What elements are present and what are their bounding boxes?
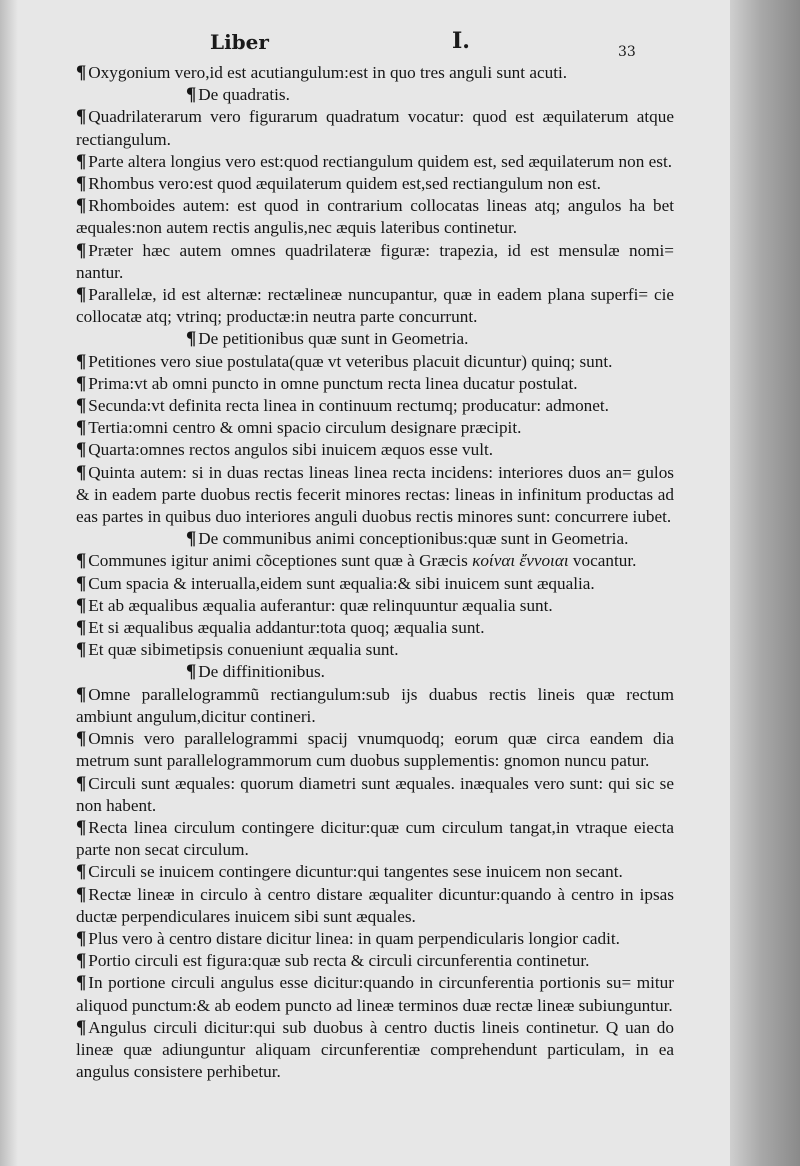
paragraph-text-end: vocantur. [572,551,637,571]
paragraph-text: Circuli sunt æquales: quorum diametri sunt æquales. inæquales vero sunt: qui sic se non habent. [76,773,674,815]
paragraph [76,240,674,284]
paragraph-text: De diffinitionibus. [198,662,325,682]
paragraph [76,972,674,1016]
pilcrow-mark: ¶ [186,528,197,550]
greek-term: κοίναι ἔννοιαι [472,551,569,571]
page-edge-shadow [730,0,800,1166]
paragraph [76,106,674,150]
paragraph [76,173,674,195]
paragraph [76,373,674,395]
page-gutter-shadow [0,0,18,1166]
section-heading [76,661,674,683]
pilcrow-mark: ¶ [186,328,197,350]
pilcrow-mark: ¶ [76,417,87,439]
pilcrow-mark: ¶ [76,195,87,217]
paragraph-text: Parallelæ, id est alternæ: rectælineæ nuncupantur, quæ in eadem plana superfi= cie collocatæ atq; vtrinq; productæ:in neutra parte concurrunt. [76,285,674,327]
paragraph-text: Tertia:omni centro & omni spacio circulum designare præcipit. [88,418,522,438]
pilcrow-mark: ¶ [186,84,197,106]
paragraph [76,439,674,461]
paragraph [76,861,674,883]
paragraph-text: De communibus animi conceptionibus:quæ sunt in Geometria. [198,529,629,549]
paragraph-text: Omne parallelogrammũ rectiangulum:sub ijs duabus rectis lineis quæ rectum ambiunt angulum,dicitur contineri. [76,684,674,726]
paragraph [76,284,674,328]
pilcrow-mark: ¶ [76,150,87,172]
pilcrow-mark: ¶ [76,683,87,705]
pilcrow-mark: ¶ [76,173,87,195]
section-heading [76,528,674,550]
paragraph-text: Recta linea circulum contingere dicitur:quæ cum circulum tangat,in vtraque eiecta parte non secat circulum. [76,817,674,860]
pilcrow-mark: ¶ [76,816,87,838]
pilcrow-mark: ¶ [76,62,87,83]
pilcrow-mark: ¶ [76,883,87,905]
paragraph [76,817,674,861]
pilcrow-mark: ¶ [76,284,87,306]
paragraph-text: Rhomboides autem: est quod in contrarium collocatas lineas atq; angulos ha bet æquales:non autem rectis angulis,nec æquis lateribus continetur. [76,196,674,238]
page-body-text [76,62,674,1083]
paragraph-text: Et si æqualibus æqualia addantur:tota quoq; æqualia sunt. [88,618,485,638]
paragraph-text: Parte altera longius vero est:quod rectiangulum quidem est, sed æquilaterum non est. [88,151,673,171]
pilcrow-mark: ¶ [76,372,87,394]
paragraph-text: Communes igitur animi cõceptiones sunt quæ à Græcis [88,551,468,571]
pilcrow-mark: ¶ [76,861,87,883]
paragraph [76,195,674,239]
paragraph [76,728,674,772]
paragraph [76,639,674,661]
paragraph [76,417,674,439]
pilcrow-mark: ¶ [76,728,87,750]
paragraph-text: Quadrilaterarum vero figurarum quadratum vocatur: quod est æquilaterum atque rectiangulum. [76,107,674,149]
pilcrow-mark: ¶ [76,572,87,594]
header-book-title: Liber [210,30,269,54]
pilcrow-mark: ¶ [76,927,87,949]
pilcrow-mark: ¶ [76,395,87,417]
paragraph-text: Rhombus vero:est quod æquilaterum quidem est,sed rectiangulum non est. [88,174,601,194]
paragraph [76,550,674,572]
paragraph-text: Secunda:vt definita recta linea in continuum rectumq; producatur: admonet. [88,396,609,416]
paragraph-text: Circuli se inuicem contingere dicuntur:qui tangentes sese inuicem non secant. [88,862,623,882]
pilcrow-mark: ¶ [76,594,87,616]
pilcrow-mark: ¶ [76,461,87,483]
paragraph [76,884,674,928]
paragraph-text: Prima:vt ab omni puncto in omne punctum recta linea ducatur postulat. [88,373,578,393]
paragraph [76,950,674,972]
paragraph [76,684,674,728]
paragraph-text: Omnis vero parallelogrammi spacij vnumquodq; eorum quæ circa eandem dia metrum sunt parallelogrammorum cum duobus supplementis: gnomon nuncu patur. [76,729,674,771]
paragraph-text: Quinta autem: si in duas rectas lineas linea recta incidens: interiores duos an= gulos & in eadem parte duobus rectis fecerit minores rectas: lineas in infinitum productas ad eas partes in quibus duo interiores anguli duobus rectis minores sunt: concurrere iubet. [76,462,674,527]
paragraph-text: De petitionibus quæ sunt in Geometria. [198,329,469,349]
paragraph-text: Plus vero à centro distare dicitur linea: in quam perpendicularis longior cadit. [88,928,620,948]
pilcrow-mark: ¶ [76,350,87,372]
paragraph [76,773,674,817]
paragraph-text: Portio circuli est figura:quæ sub recta & circuli circunferentia continetur. [88,951,590,971]
pilcrow-mark: ¶ [76,106,87,128]
pilcrow-mark: ¶ [76,550,87,572]
paragraph [76,462,674,529]
paragraph-text: Præter hæc autem omnes quadrilateræ figuræ: trapezia, id est mensulæ nomi= nantur. [76,240,674,282]
pilcrow-mark: ¶ [76,617,87,639]
paragraph [76,928,674,950]
paragraph-text: Rectæ lineæ in circulo à centro distare æqualiter dicuntur:quando à centro in ipsas ductæ perpendiculares inuicem sibi sunt æquales. [76,884,674,926]
pilcrow-mark: ¶ [76,239,87,261]
paragraph [76,395,674,417]
paragraph [76,351,674,373]
paragraph-text: De quadratis. [198,85,290,105]
section-heading [76,84,674,106]
paragraph-text: In portione circuli angulus esse dicitur:quando in circunferentia portionis su= mitur aliquod punctum:& ab eodem puncto ad lineæ terminos duæ rectæ lineæ subiunguntur. [76,973,674,1015]
section-heading [76,328,674,350]
paragraph-text: Et ab æqualibus æqualia auferantur: quæ relinquuntur æqualia sunt. [88,595,553,615]
paragraph [76,573,674,595]
paragraph [76,62,674,84]
pilcrow-mark: ¶ [76,950,87,972]
pilcrow-mark: ¶ [76,772,87,794]
pilcrow-mark: ¶ [76,1016,87,1038]
pilcrow-mark: ¶ [76,439,87,461]
page-number: 33 [618,44,636,60]
paragraph-text: Cum spacia & interualla,eidem sunt æqualia:& sibi inuicem sunt æqualia. [88,573,595,593]
paragraph-text: Petitiones vero siue postulata(quæ vt veteribus placuit dicuntur) quinq; sunt. [88,351,613,371]
paragraph-text: Oxygonium vero,id est acutiangulum:est in quo tres anguli sunt acuti. [88,63,568,82]
running-header [0,26,800,66]
paragraph-text: Et quæ sibimetipsis conueniunt æqualia sunt. [88,640,399,660]
pilcrow-mark: ¶ [76,972,87,994]
header-book-number: I. [452,28,470,54]
paragraph [76,617,674,639]
paragraph [76,1017,674,1084]
paragraph [76,151,674,173]
pilcrow-mark: ¶ [186,661,197,683]
pilcrow-mark: ¶ [76,639,87,661]
paragraph-text: Quarta:omnes rectos angulos sibi inuicem æquos esse vult. [88,440,494,460]
paragraph [76,595,674,617]
paragraph-text: Angulus circuli dicitur:qui sub duobus à centro ductis lineis continetur. Q uan do lineæ quæ adiunguntur aliquam circunferentiæ comprehendunt particulam, in ea angulus consistere perhibetur. [76,1017,674,1082]
